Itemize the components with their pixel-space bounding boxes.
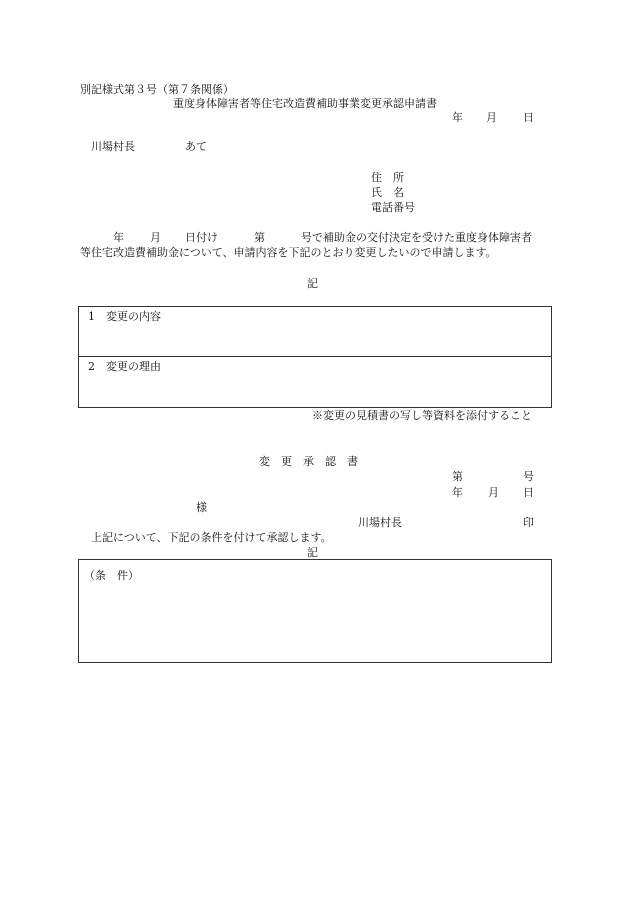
name-label: 氏 名: [371, 186, 404, 199]
conditions-label: （条 件）: [84, 569, 139, 582]
date-year-label: 年: [452, 111, 463, 124]
approval-ki-label: 記: [307, 546, 318, 559]
addressee-name: 川場村長: [91, 140, 135, 153]
approval-seal: 印: [523, 516, 534, 529]
body-dai-label: 第: [254, 231, 265, 244]
change-table: [78, 306, 552, 408]
body-month-label: 月: [150, 231, 161, 244]
address-label: 住 所: [371, 171, 404, 184]
date-month-label: 月: [486, 111, 497, 124]
approval-no-dai: 第: [452, 470, 463, 483]
change-reason-label: 2 変更の理由: [88, 360, 161, 373]
ki-label: 記: [307, 277, 318, 290]
conditions-box: [78, 559, 552, 663]
approval-statement: 上記について、下記の条件を付けて承認します。: [91, 531, 332, 544]
change-content-label: 1 変更の内容: [88, 310, 161, 323]
body-line1-rest: 号で補助金の交付決定を受けた重度身体障害者: [301, 231, 532, 244]
approval-sama: 様: [196, 501, 207, 514]
approval-date-month: 月: [488, 486, 499, 499]
approval-date-year: 年: [452, 486, 463, 499]
approval-no-gou: 号: [523, 470, 534, 483]
body-dated-label: 日付け: [185, 231, 218, 244]
form-title: 重度身体障害者等住宅改造費補助事業変更承認申請書: [173, 97, 437, 110]
approval-issuer: 川場村長: [358, 516, 402, 529]
table-divider: [79, 356, 551, 357]
phone-label: 電話番号: [371, 201, 415, 214]
form-number: 別記様式第３号（第７条関係）: [80, 83, 234, 96]
approval-title: 変 更 承 認 書: [259, 455, 358, 468]
addressee-suffix: あて: [185, 140, 207, 153]
approval-date-day: 日: [523, 486, 534, 499]
date-day-label: 日: [523, 111, 534, 124]
body-line2: 等住宅改造費補助金について、申請内容を下記のとおり変更したいので申請します。: [80, 246, 497, 259]
body-year-label: 年: [113, 231, 124, 244]
attachment-note: ※変更の見積書の写し等資料を添付すること: [312, 409, 532, 422]
